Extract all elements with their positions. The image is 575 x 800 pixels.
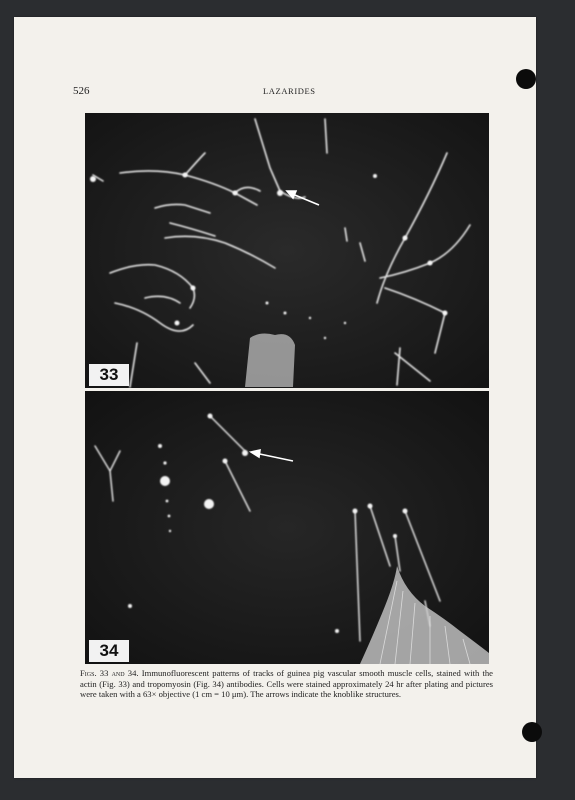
page-number: 526 xyxy=(73,85,90,97)
figure-caption xyxy=(80,668,493,700)
running-head: LAZARIDES xyxy=(263,86,316,96)
page-header xyxy=(73,85,489,99)
figure-33-image xyxy=(85,113,489,388)
journal-page xyxy=(14,17,536,778)
caption-text: Immunofluorescent patterns of tracks of guinea pig vascular smooth muscle cells, stained with the actin (Fig. 33) and tropomyosin (Fig. 34) antibodies. Cells were stained approximately 24 hr after plating and pictures were taken with a 63× objective (1 cm = 10 μm). The arrows indicate the knoblike structures. xyxy=(80,668,493,700)
caption-lead: Figs. 33 and 34. xyxy=(80,668,139,678)
figure-34-image xyxy=(85,391,489,664)
binder-punch-hole-top xyxy=(516,69,536,89)
binder-punch-hole-bottom xyxy=(522,722,542,742)
figure-33-micrograph xyxy=(85,113,489,388)
figure-34-micrograph xyxy=(85,391,489,664)
figure-33-label: 33 xyxy=(89,364,129,386)
figure-34-label: 34 xyxy=(89,640,129,662)
